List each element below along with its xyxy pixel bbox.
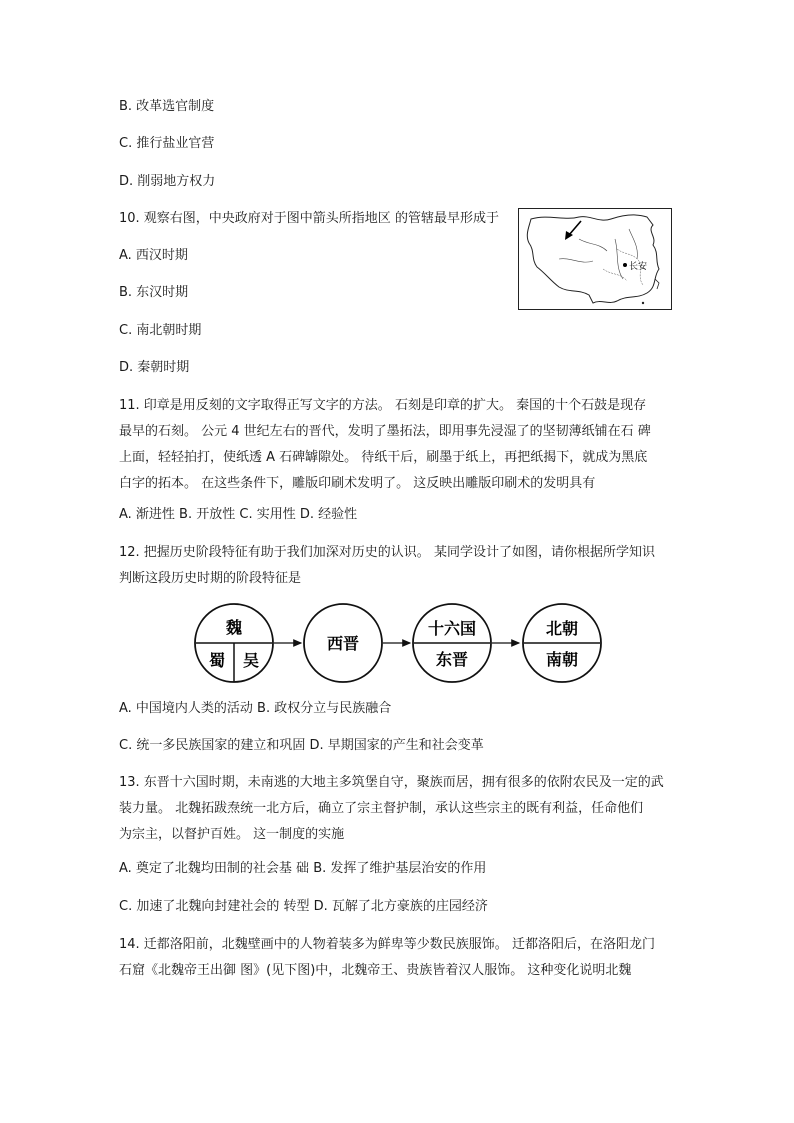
q11-line-4: 白字的拓本。 在这些条件下，雕版印刷术发明了。 这反映出雕版印刷术的发明具有 — [119, 476, 596, 491]
label-shu: 蜀 — [208, 651, 226, 670]
q11-line-1: 11. 印章是用反刻的文字取得正写文字的方法。 石刻是印章的扩大。 秦国的十个石鼓是现存 — [119, 398, 647, 413]
q12-line-1: 12. 把握历史阶段特征有助于我们加深对历史的认识。 某同学设计了如图，请你根据所学知识 — [119, 545, 655, 560]
label-wu: 吴 — [242, 651, 260, 670]
label-wei: 魏 — [225, 618, 243, 637]
arrow-icon — [565, 221, 581, 240]
q11-options: A. 渐进性 B. 开放性 C. 实用性 D. 经验性 — [119, 507, 358, 522]
q10-stem: 10. 观察右图，中央政府对于图中箭头所指地区 的管辖最早形成于 — [119, 211, 499, 226]
china-map-figure — [518, 208, 672, 310]
option-b: B. 改革选官制度 — [119, 99, 215, 114]
q14-line-1: 14. 迁都洛阳前，北魏壁画中的人物着装多为鲜卑等少数民族服饰。 迁都洛阳后，在洛阳龙门 — [119, 937, 655, 952]
q13-line-2: 装力量。 北魏拓跋焘统一北方后，确立了宗主督护制，承认这些宗主的既有利益，任命他们 — [119, 801, 644, 816]
label-sixteen-kingdoms: 十六国 — [427, 619, 477, 638]
q12-options-line-2: C. 统一多民族国家的建立和巩固 D. 早期国家的产生和社会变革 — [119, 738, 484, 753]
dynasty-diagram — [193, 603, 613, 683]
q13-line-1: 13. 东晋十六国时期，未南逃的大地主多筑堡自守，聚族而居，拥有很多的依附农民及一定的武 — [119, 775, 664, 790]
q11-paragraph — [119, 393, 675, 497]
option-c: C. 推行盐业官营 — [119, 136, 215, 151]
label-xijin: 西晋 — [326, 634, 360, 653]
label-nanchao: 南朝 — [545, 650, 579, 669]
circle-sixteen-kingdoms-dongjin — [413, 604, 491, 682]
option-d: D. 削弱地方权力 — [119, 174, 216, 189]
map-label-changan: 长安 — [629, 262, 648, 272]
q10-option-d: D. 秦朝时期 — [119, 360, 190, 375]
circle-xijin — [304, 604, 382, 682]
q11-line-2: 最早的石刻。 公元 4 世纪左右的晋代，发明了墨拓法，即用事先浸湿了的坚韧薄纸铺在石 碑 — [119, 424, 651, 439]
circle-northern-southern — [523, 604, 601, 682]
label-beichao: 北朝 — [545, 619, 579, 638]
q12-line-2: 判断这段历史时期的阶段特征是 — [119, 571, 302, 586]
label-dongjin: 东晋 — [435, 650, 469, 669]
q14-paragraph — [119, 932, 675, 984]
q13-paragraph — [119, 770, 675, 848]
q13-options-line-1: A. 奠定了北魏均田制的社会基 础 B. 发挥了维护基层治安的作用 — [119, 861, 487, 876]
circle-wei-shu-wu — [195, 604, 273, 682]
map-drawing — [519, 209, 671, 309]
q13-options-line-2: C. 加速了北魏向封建社会的 转型 D. 瓦解了北方豪族的庄园经济 — [119, 899, 488, 914]
q12-options-line-1: A. 中国境内人类的活动 B. 政权分立与民族融合 — [119, 701, 392, 716]
changan-dot — [623, 263, 627, 267]
q10-option-a: A. 西汉时期 — [119, 248, 188, 263]
q13-line-3: 为宗主，以督护百姓。 这一制度的实施 — [119, 827, 345, 842]
q11-line-3: 上面，轻轻拍打，使纸透 A 石碑罅隙处。 待纸干后，刷墨于纸上，再把纸揭下，就成为黑底 — [119, 450, 648, 465]
q12-paragraph — [119, 540, 675, 592]
q14-line-2: 石窟《北魏帝王出御 图》(见下图)中，北魏帝王、贵族皆着汉人服饰。 这种变化说明北魏 — [119, 963, 632, 978]
q10-option-b: B. 东汉时期 — [119, 285, 189, 300]
q10-option-c: C. 南北朝时期 — [119, 323, 202, 338]
